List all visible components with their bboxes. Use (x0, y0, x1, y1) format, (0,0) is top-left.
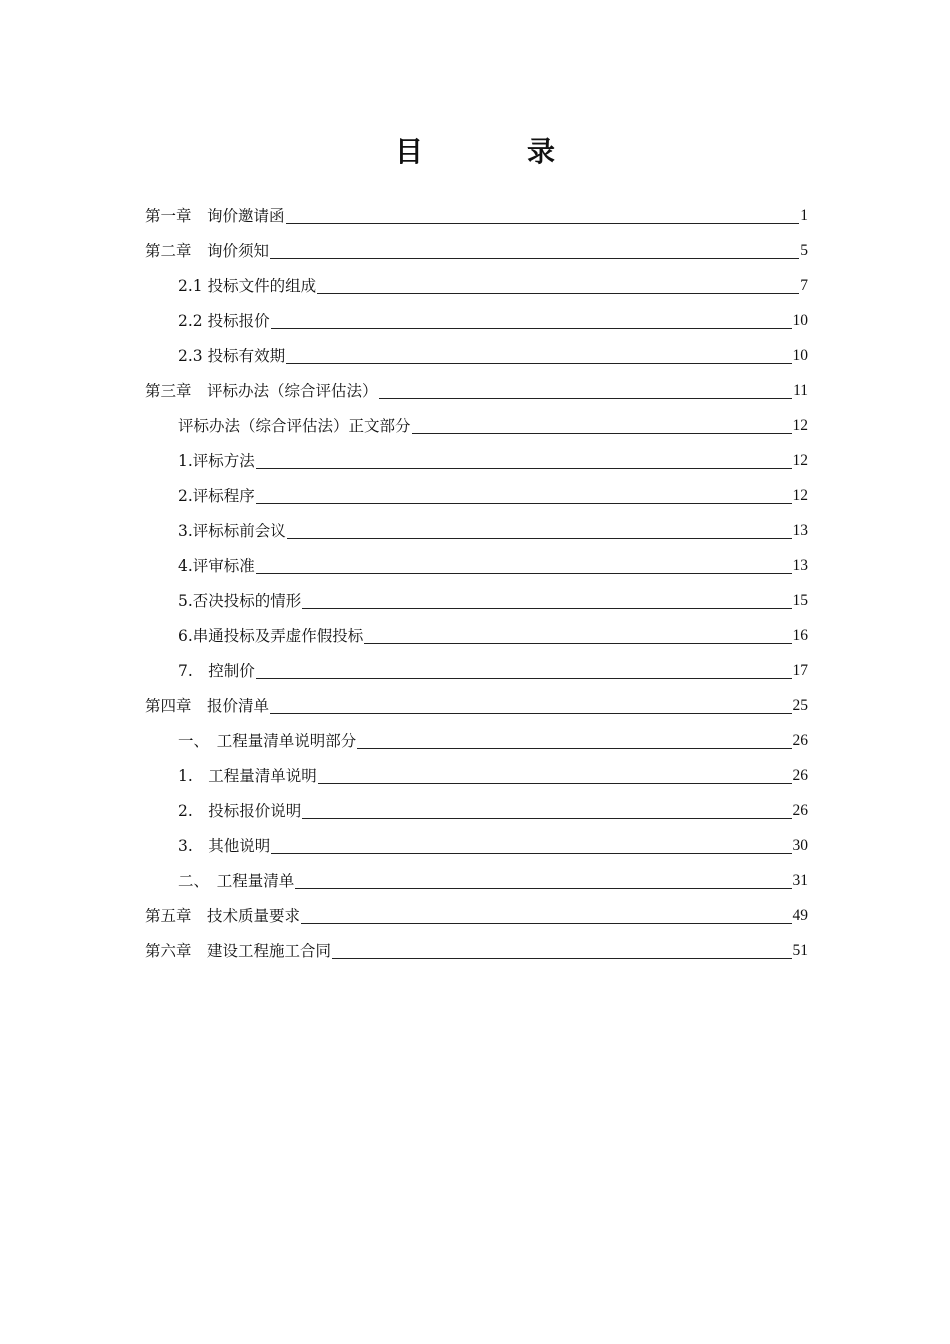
toc-entry[interactable] (145, 578, 808, 613)
toc-entry-page-number: 51 (792, 942, 808, 959)
toc-entry-page-number: 7 (800, 277, 808, 294)
toc-entry-label: 2.评标程序 (178, 487, 255, 505)
toc-leader-line (270, 257, 799, 259)
toc-title: 目 录 (394, 135, 593, 168)
toc-entry-page-number: 5 (800, 242, 808, 259)
toc-entry-page-number: 25 (792, 697, 808, 714)
toc-leader-line (302, 607, 791, 609)
toc-entry-label: 7. 控制价 (178, 662, 255, 680)
toc-entry[interactable] (145, 333, 808, 368)
toc-entry[interactable] (145, 753, 808, 788)
toc-entry-label: 1.评标方法 (178, 452, 255, 470)
toc-entry-label: 2.2 投标报价 (178, 312, 270, 330)
toc-leader-line (317, 292, 799, 294)
toc-leader-line (412, 432, 792, 434)
toc-leader-line (256, 467, 792, 469)
toc-entry-page-number: 12 (792, 452, 808, 469)
toc-entry-page-number: 17 (792, 662, 808, 679)
toc-leader-line (270, 712, 791, 714)
toc-entry-label: 1. 工程量清单说明 (178, 767, 317, 785)
toc-entry-page-number: 15 (792, 592, 808, 609)
toc-leader-line (379, 397, 793, 399)
toc-entry-page-number: 30 (792, 837, 808, 854)
toc-entry[interactable] (145, 193, 808, 228)
toc-entry[interactable] (145, 858, 808, 893)
toc-leader-line (286, 222, 800, 224)
toc-entry-page-number: 11 (793, 382, 808, 399)
toc-entry-page-number: 10 (792, 312, 808, 329)
toc-entry-page-number: 26 (792, 732, 808, 749)
toc-entry[interactable] (145, 893, 808, 928)
toc-entry-label: 第五章 技术质量要求 (145, 907, 301, 925)
toc-entry[interactable] (145, 473, 808, 508)
toc-entry[interactable] (145, 718, 808, 753)
toc-leader-line (364, 642, 791, 644)
toc-entry-label: 第四章 报价清单 (145, 697, 270, 715)
toc-entry-label: 第三章 评标办法（综合评估法） (145, 382, 378, 400)
toc-entry-page-number: 12 (792, 487, 808, 504)
toc-leader-line (357, 747, 791, 749)
toc-entry-label: 2.1 投标文件的组成 (178, 277, 317, 295)
toc-entry[interactable] (145, 403, 808, 438)
toc-entry-label: 5.否决投标的情形 (178, 592, 302, 610)
toc-entry-label: 4.评审标准 (178, 557, 255, 575)
toc-leader-line (332, 957, 791, 959)
toc-entry-page-number: 26 (792, 767, 808, 784)
toc-entry-label: 3.评标标前会议 (178, 522, 286, 540)
toc-entry[interactable] (145, 543, 808, 578)
toc-entry-label: 6.串通投标及弄虚作假投标 (178, 627, 364, 645)
toc-entry[interactable] (145, 263, 808, 298)
toc-leader-line (286, 362, 791, 364)
toc-entry-label: 2.3 投标有效期 (178, 347, 286, 365)
toc-leader-line (271, 852, 791, 854)
toc-leader-line (301, 922, 791, 924)
toc-leader-line (256, 502, 792, 504)
toc-entry-label: 第六章 建设工程施工合同 (145, 942, 332, 960)
table-of-contents (145, 193, 808, 963)
toc-entry-page-number: 16 (792, 627, 808, 644)
toc-entry-page-number: 49 (792, 907, 808, 924)
toc-entry[interactable] (145, 648, 808, 683)
toc-entry[interactable] (145, 788, 808, 823)
toc-entry-page-number: 31 (792, 872, 808, 889)
toc-leader-line (295, 887, 791, 889)
toc-entry[interactable] (145, 228, 808, 263)
toc-entry-page-number: 12 (792, 417, 808, 434)
toc-entry-label: 第一章 询价邀请函 (145, 207, 285, 225)
toc-leader-line (318, 782, 792, 784)
toc-entry[interactable] (145, 368, 808, 403)
toc-leader-line (271, 327, 792, 329)
toc-entry-page-number: 13 (792, 522, 808, 539)
toc-entry[interactable] (145, 823, 808, 858)
toc-entry-label: 二、 工程量清单 (178, 872, 295, 890)
toc-leader-line (302, 817, 791, 819)
toc-leader-line (256, 572, 792, 574)
toc-entry[interactable] (145, 613, 808, 648)
toc-leader-line (256, 677, 792, 679)
toc-entry-page-number: 10 (792, 347, 808, 364)
toc-entry[interactable] (145, 508, 808, 543)
toc-entry-label: 第二章 询价须知 (145, 242, 270, 260)
toc-leader-line (287, 537, 792, 539)
toc-entry-page-number: 26 (792, 802, 808, 819)
toc-entry-label: 2. 投标报价说明 (178, 802, 302, 820)
toc-entry-page-number: 1 (800, 207, 808, 224)
toc-entry[interactable] (145, 928, 808, 963)
toc-entry[interactable] (145, 683, 808, 718)
toc-entry-page-number: 13 (792, 557, 808, 574)
toc-entry-label: 评标办法（综合评估法）正文部分 (178, 417, 411, 435)
toc-entry-label: 一、 工程量清单说明部分 (178, 732, 357, 750)
toc-entry[interactable] (145, 438, 808, 473)
toc-entry-label: 3. 其他说明 (178, 837, 271, 855)
toc-entry[interactable] (145, 298, 808, 333)
